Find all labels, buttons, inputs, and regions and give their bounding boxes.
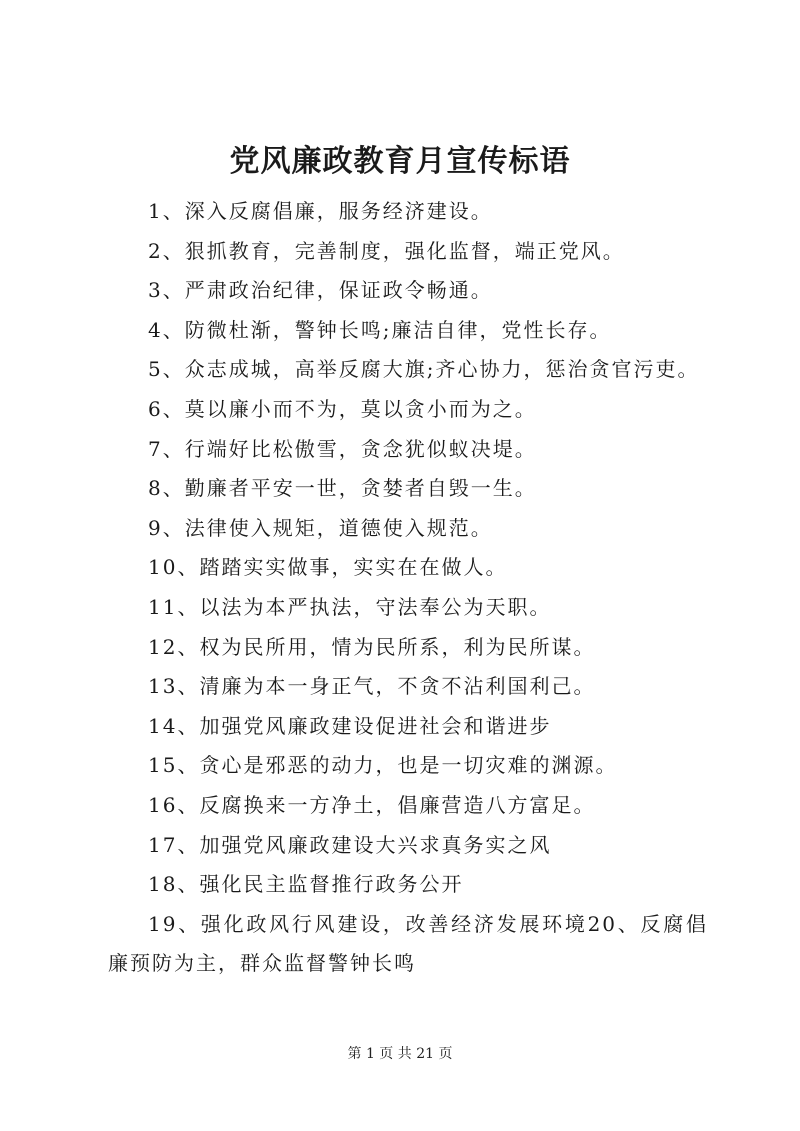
slogan-item: 5、众志成城，高举反腐大旗;齐心协力，惩治贪官污吏。	[148, 357, 700, 382]
slogan-item: 15、贪心是邪恶的动力，也是一切灾难的渊源。	[148, 753, 618, 778]
slogan-item: 16、反腐换来一方净土，倡廉营造八方富足。	[148, 792, 596, 817]
slogan-item: 18、强化民主监督推行政务公开	[148, 872, 464, 897]
slogan-item: 17、加强党风廉政建设大兴求真务实之风	[148, 832, 552, 857]
slogan-item: 7、行端好比松傲雪，贪念犹似蚁决堤。	[148, 436, 537, 461]
document-title: 党风廉政教育月宣传标语	[229, 144, 571, 179]
slogan-item: 3、严肃政治纪律，保证政令畅通。	[148, 278, 493, 303]
slogan-item: 19、强化政风行风建设，改善经济发展环境20、反腐倡廉预防为主，群众监督警钟长鸣	[108, 911, 708, 976]
slogan-item: 14、加强党风廉政建设促进社会和谐进步	[148, 713, 552, 738]
slogan-item: 11、以法为本严执法，守法奉公为天职。	[148, 594, 552, 619]
page-number: 第 1 页 共 21 页	[347, 1046, 453, 1062]
slogan-item: 9、法律使入规矩，道德使入规范。	[148, 515, 493, 540]
slogan-item: 12、权为民所用，情为民所系，利为民所谋。	[148, 634, 596, 659]
slogan-item: 6、莫以廉小而不为，莫以贪小而为之。	[148, 396, 537, 421]
slogan-item: 2、狠抓教育，完善制度，强化监督，端正党风。	[148, 238, 625, 263]
slogan-item: 10、踏踏实实做事，实实在在做人。	[148, 555, 508, 580]
slogan-item: 8、勤廉者平安一世，贪婪者自毁一生。	[148, 476, 537, 501]
slogan-item: 4、防微杜渐，警钟长鸣;廉洁自律，党性长存。	[148, 317, 612, 342]
slogan-list	[108, 192, 708, 984]
slogan-item: 1、深入反腐倡廉，服务经济建设。	[148, 199, 493, 223]
slogan-item: 13、清廉为本一身正气，不贪不沾利国利己。	[148, 674, 596, 699]
